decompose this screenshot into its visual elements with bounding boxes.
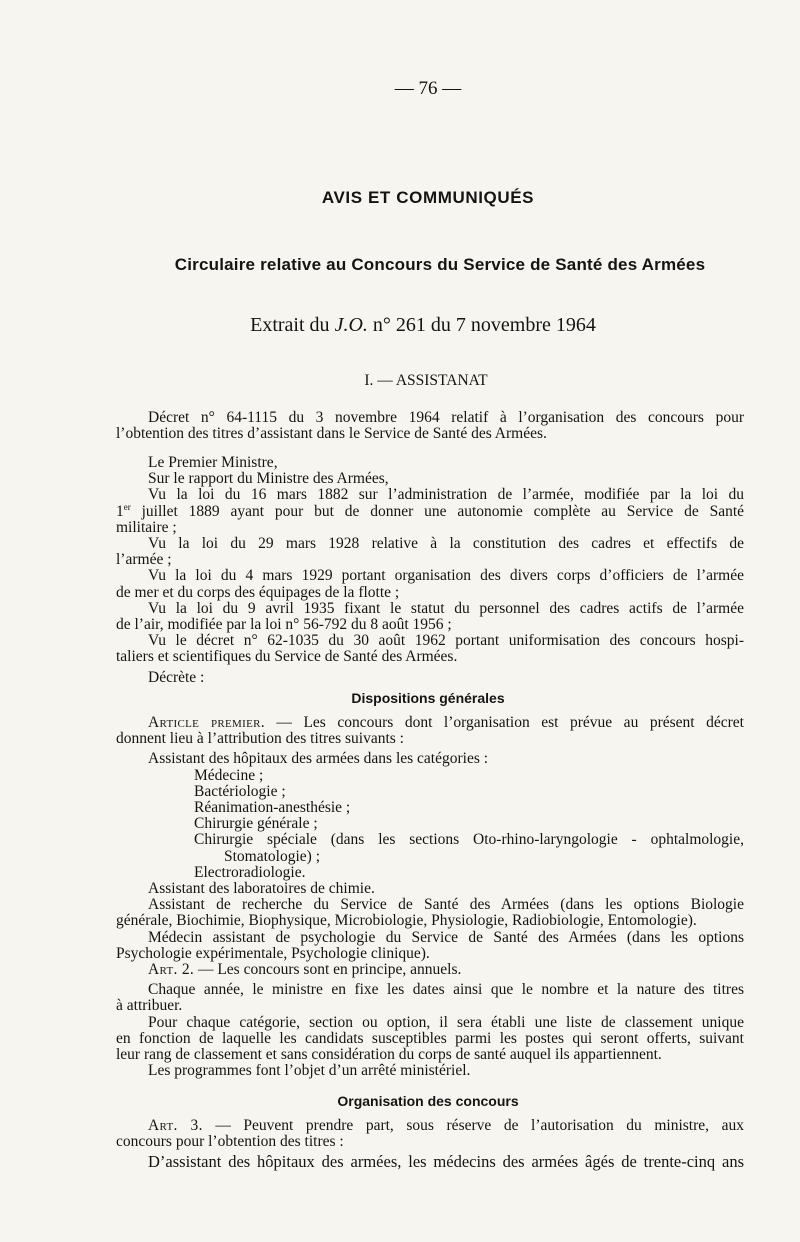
dispositions-heading: Dispositions générales	[351, 690, 505, 706]
jo-abbrev: J.O.	[334, 314, 368, 336]
organisation-heading: Organisation des concours	[337, 1093, 519, 1109]
category-item: Chirurgie générale ;	[194, 815, 318, 833]
page-title: AVIS ET COMMUNIQUÉS	[321, 188, 535, 207]
preamble-line-1er: 1er juillet 1889 ayant pour but de donner une autonomie complète au Service de Santé	[116, 501, 745, 520]
extract-line: Extrait du J.O. n° 261 du 7 novembre 1964	[250, 314, 596, 336]
article-1-label: Article premier.	[148, 714, 265, 731]
category-item: Chirurgie spéciale (dans les sections Oto-rhino-laryngologie - ophtalmologie,	[194, 831, 744, 849]
circular-subtitle: Circulaire relative au Concours du Service de Santé des Armées	[174, 255, 706, 274]
article-3-label: Art. 3.	[148, 1117, 203, 1134]
article-3: Art. 3. — Peuvent prendre part, sous réserve de l’autorisation du ministre, aux concours pour l’obtention des titres : D’assistant des hôpitaux des armées, les médecins des armées âgés de trente-cinq ans	[116, 1117, 744, 1172]
category-item: Réanimation-anesthésie ;	[194, 799, 351, 817]
article-2: Art. 2. — Les concours sont en principe, annuels. Chaque année, le ministre en fixe les dates ainsi que le nombre et la nature des titres à attribuer. Pour chaque catégorie, section ou option, il sera établi une liste de classement unique en fonction de laquelle les candidats susceptibles parmi les postes qui seront offerts, suivant leur rang de classement et sans considération du corps de santé auquel ils appartiennent. Les programmes font l’objet d’un arrêté ministériel.	[116, 961, 744, 1080]
article-1: Article premier. — Les concours dont l’organisation est prévue au présent décret donnent lieu à l’attribution des titres suivants : Assistant des hôpitaux des armées dans les catégories : Médecine ; Bactériologie ; Réanimation-anesthésie ; Chirurgie générale ; Chirurgie spéciale (dans les sections Oto-rhino-laryngologie - ophtalmologie, Stomatologie) ; Electroradiologie. Assistant des laboratoires de chimie. Assistant de recherche du Service de Santé des Armées (dans les options Biologie générale, Biochimie, Biophysique, Microbiologie, Physiologie, Radiobiologie, Entomologie). Médecin assistant de psychologie du Service de Santé des Armées (dans les options Psychologie expérimentale, Psychologie clinique).	[116, 714, 744, 962]
decree-title: Décret n° 64-1115 du 3 novembre 1964 relatif à l’organisation des concours pour l’obtention des titres d’assistant dans le Service de Santé des Armées.	[116, 409, 744, 443]
article-2-label: Art. 2.	[148, 961, 195, 978]
category-item: Médecine ;	[194, 766, 264, 784]
page-number: — 76 —	[394, 78, 462, 99]
section-heading: I. — ASSISTANAT	[364, 372, 488, 389]
category-item: Bactériologie ;	[194, 782, 286, 800]
category-item: Electroradiologie.	[194, 863, 306, 881]
preamble: Le Premier Ministre, Sur le rapport du Ministre des Armées, Vu la loi du 16 mars 1882 sur l’administration de l’armée, modifiée par la loi du 1er juillet 1889 ayant pour but de donner une autonomie complète au Service de Santé militaire ; Vu la loi du 29 mars 1928 relative à la constitution des cadres et effectifs de l’armée ; Vu la loi du 4 mars 1929 portant organisation des divers corps d’officiers de l’armée de mer et du corps des équipages de la flotte ; Vu la loi du 9 avril 1935 fixant le statut du personnel des cadres actifs de l’armée de l’air, modifiée par la loi n° 56-792 du 8 août 1956 ; Vu le décret n° 62-1035 du 30 août 1962 portant uniformisation des concours hospi- taliers et scientifiques du Service de Santé des Armées. Décrète :	[116, 454, 745, 686]
